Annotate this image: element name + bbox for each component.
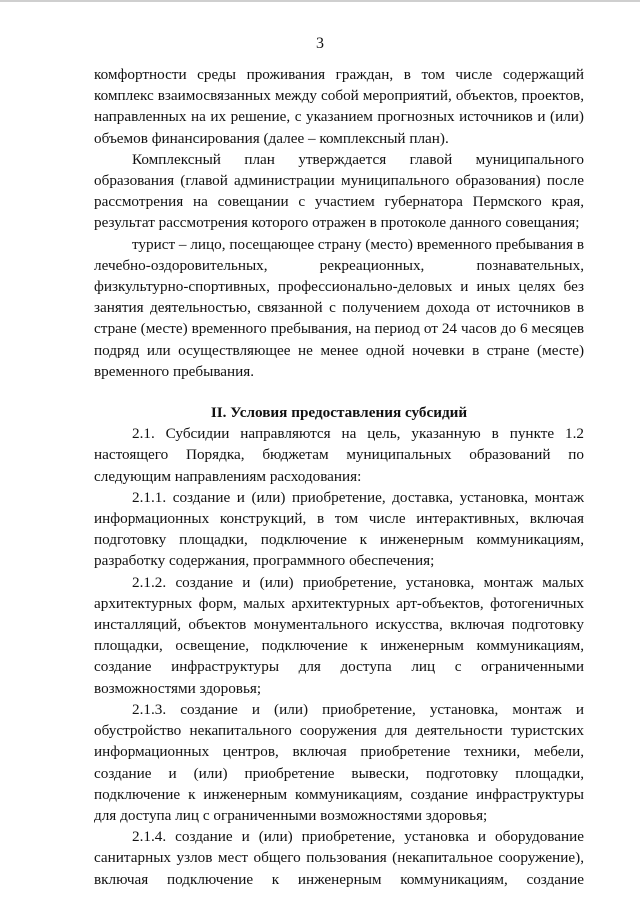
paragraph-comfort-environment: комфортности среды проживания граждан, в том числе содержащий комплекс взаимосвязанных между собой мероприятий, объектов, проектов, направленных на их решение, с указанием прогнозных источников и (или) объемов финансирования (далее – комплексный план).	[94, 66, 584, 147]
section-title: II. Условия предоставления субсидий	[210, 404, 468, 422]
clause-2-1-3: 2.1.3. создание и (или) приобретение, установка, монтаж и обустройство некапитального сооружения для деятельности туристских информационных центров, включая приобретение техники, мебели, создание и (или) приобретение вывески, подготовку площадки, подключение к инженерным коммуникациям, создание инфраструктуры для доступа лиц с ограниченными возможностями здоровья;	[94, 700, 584, 824]
paragraph-complex-plan: Комплексный план утверждается главой муниципального образования (главой администрации муниципального образования) после рассмотрения на совещании с участием губернатора Пермского края, результат рассмотрения которого отражен в протоколе данного совещания;	[94, 150, 584, 232]
clause-2-1-4: 2.1.4. создание и (или) приобретение, установка и оборудование санитарных узлов мест общего пользования (некапитальное сооружение), включая подключение к инженерным коммуникациям, создание	[94, 828, 584, 888]
clause-2-1-2: 2.1.2. создание и (или) приобретение, установка, монтаж малых архитектурных форм, малых архитектурных арт-объектов, фотогеничных инсталляций, объектов монументального искусства, включая подготовку площадки, освещение, подключение к инженерным коммуникациям, создание инфраструктуры для доступа лиц с ограниченными возможностями здоровья;	[94, 573, 584, 697]
paragraph-tourist-definition: турист – лицо, посещающее страну (место) временного пребывания в лечебно-оздоровительных, рекреационных, познавательных, физкультурно-спортивных, профессионально-деловых и иных целях без занятия деятельностью, связанной с получением дохода от источников в стране (месте) временного пребывания, на период от 24 часов до 6 месяцев подряд или осуществляющее не менее одной ночевки в стране (месте) временного пребывания.	[94, 235, 584, 380]
clause-2-1: 2.1. Субсидии направляются на цель, указанную в пункте 1.2 настоящего Порядка, бюджетам муниципальных образований по следующим направлениям расходования:	[94, 425, 584, 485]
scan-top-edge	[0, 0, 640, 2]
document-body	[94, 64, 584, 890]
page-number: 3	[316, 35, 324, 52]
clause-2-1-1: 2.1.1. создание и (или) приобретение, доставка, установка, монтаж информационных конструкций, в том числе интерактивных, включая подготовку площадки, подключение к инженерным коммуникациям, разработку содержания, программного обеспечения;	[94, 488, 584, 570]
